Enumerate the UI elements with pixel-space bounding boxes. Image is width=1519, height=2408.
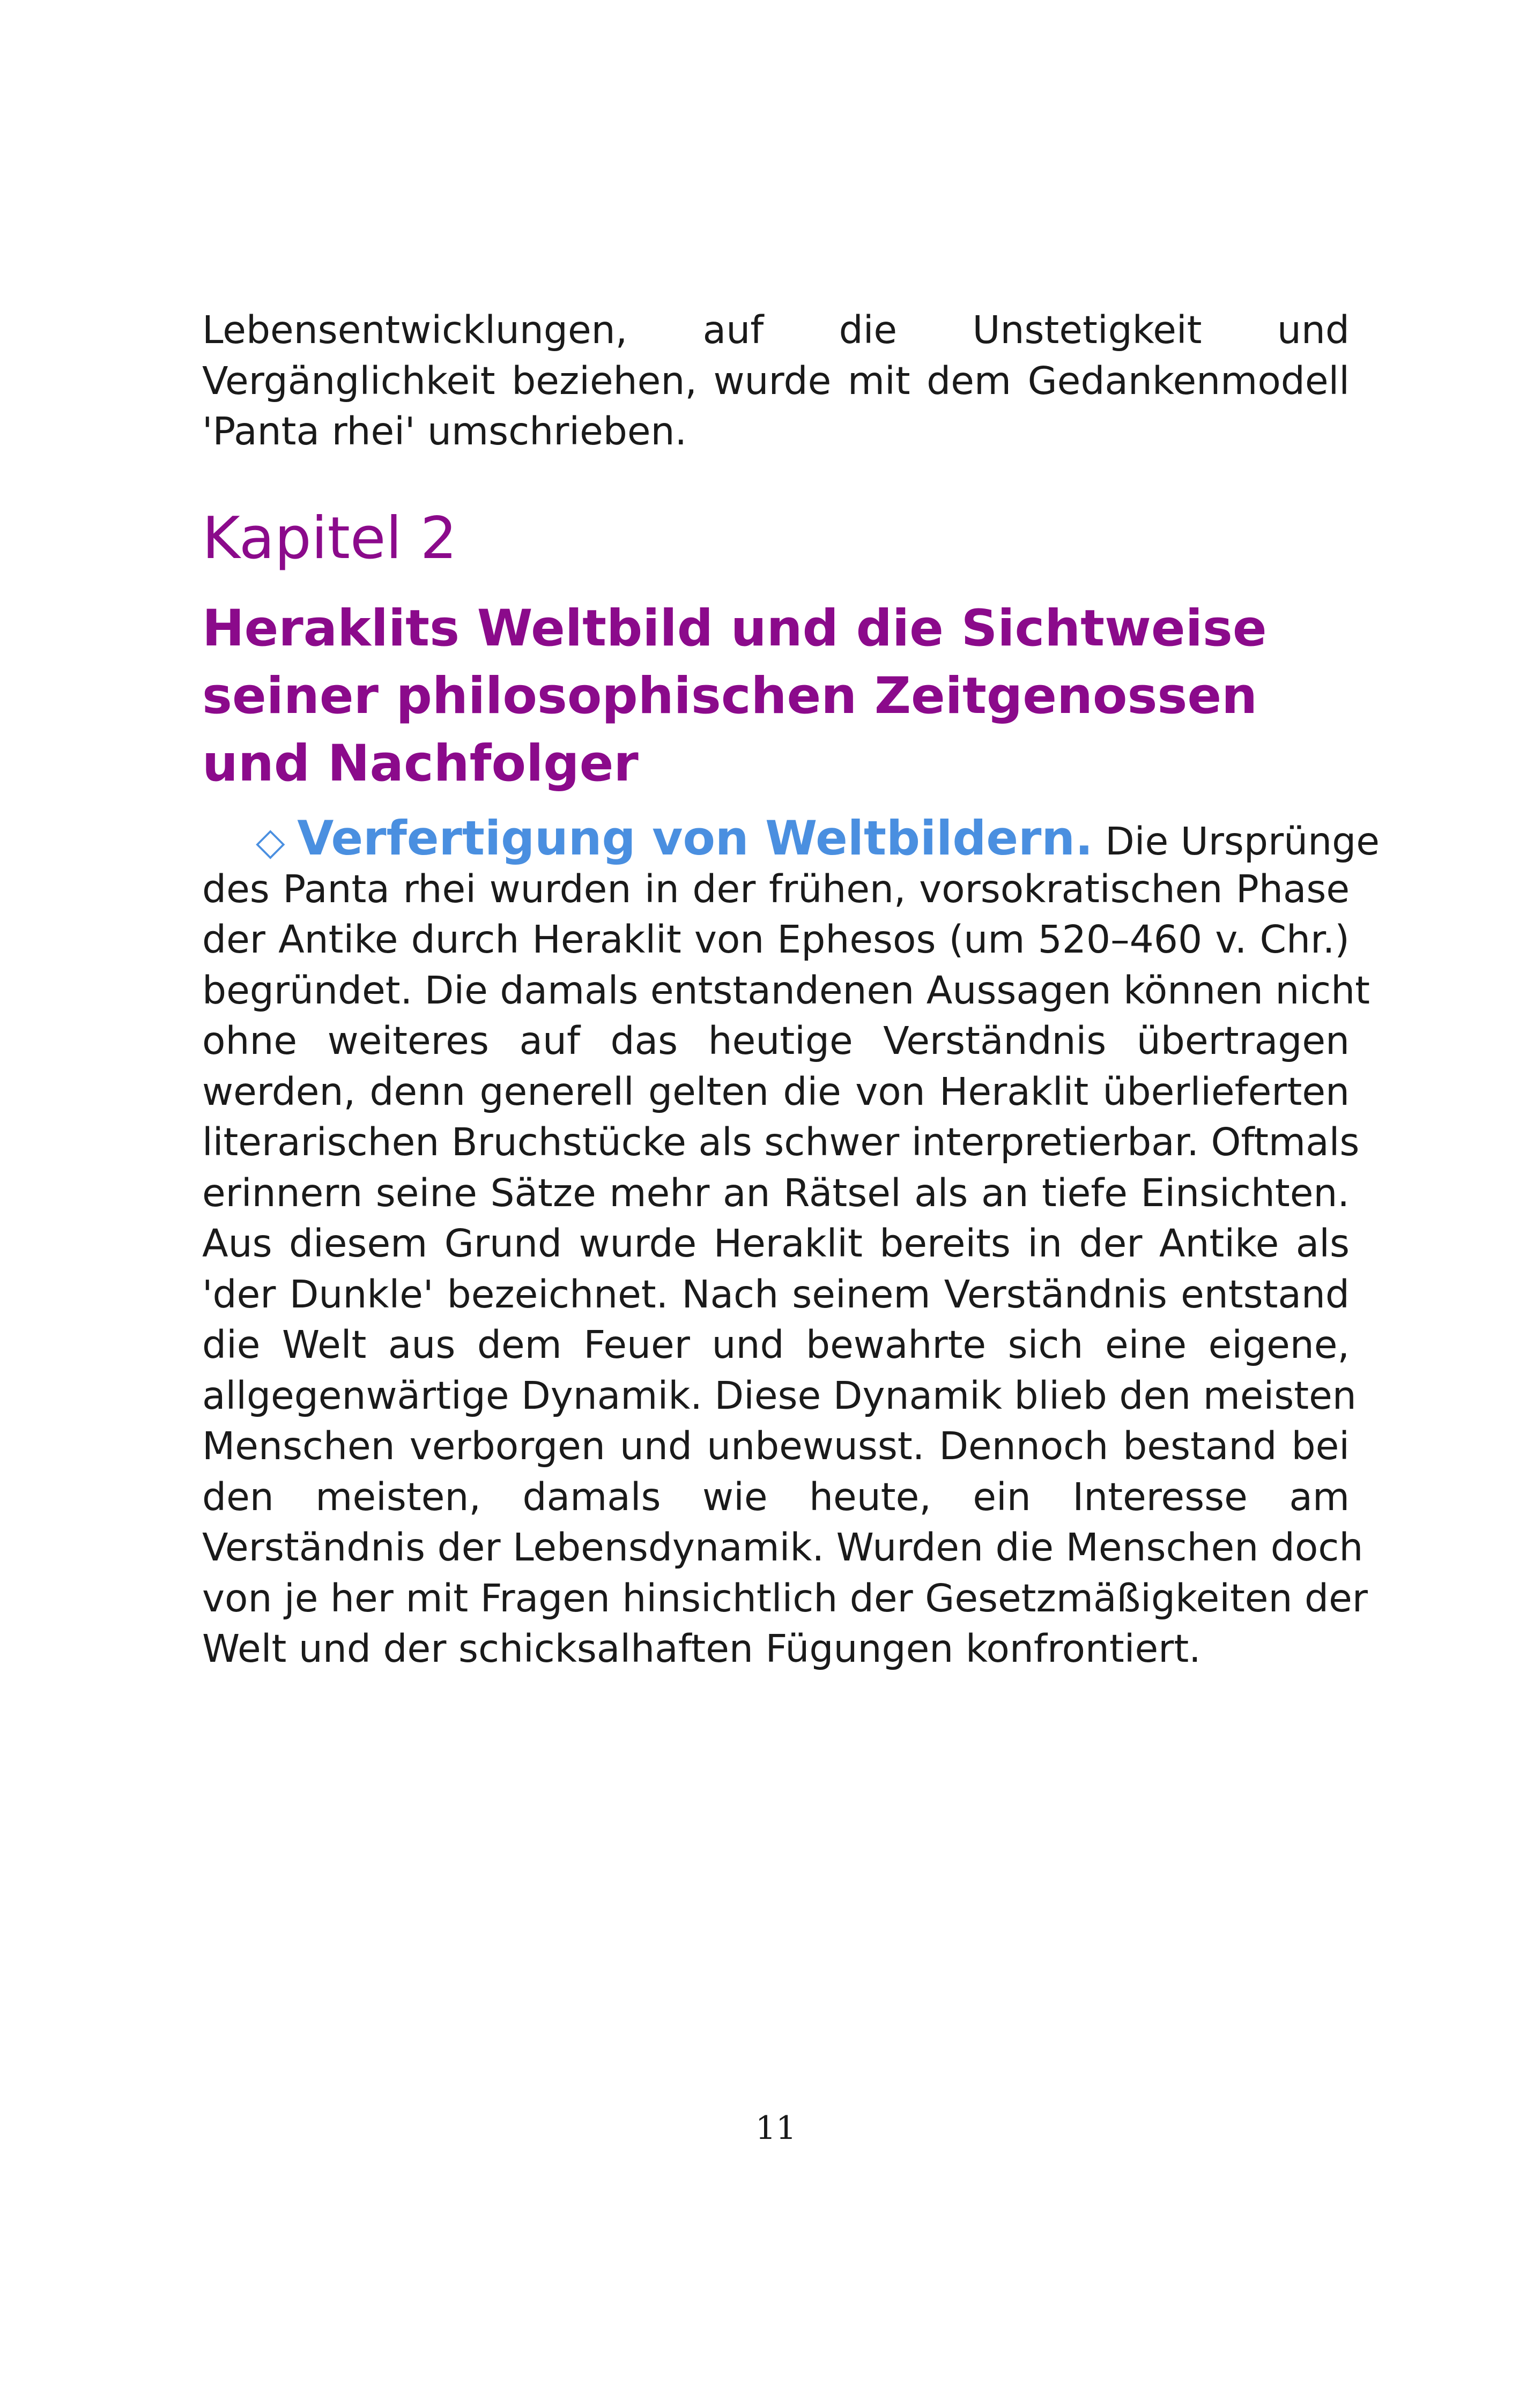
section-line: begründet. Die damals entstandenen Aussagen können nicht xyxy=(202,968,1370,1013)
section-line: Menschen verborgen und unbewusst. Dennoch bestand bei xyxy=(202,1424,1350,1468)
section-line: 'der Dunkle' bezeichnet. Nach seinem Verständnis entstand xyxy=(202,1272,1350,1317)
section-line: ohne weiteres auf das heutige Verständnis übertragen xyxy=(202,1019,1350,1063)
section-line: des Panta rhei wurden in der frühen, vorsokratischen Phase xyxy=(202,866,1350,911)
intro-line: Vergänglichkeit beziehen, wurde mit dem Gedankenmodell xyxy=(202,358,1350,403)
page-number: 11 xyxy=(755,2109,797,2147)
section-first-line xyxy=(202,811,1380,866)
chapter-title-line: seiner philosophischen Zeitgenossen xyxy=(202,667,1258,725)
section-heading: Verfertigung von Weltbildern. xyxy=(297,811,1093,866)
intro-line: 'Panta rhei' umschrieben. xyxy=(202,409,687,454)
section-paragraph xyxy=(202,811,1380,1675)
section-line: Aus diesem Grund wurde Heraklit bereits in der Antike als xyxy=(202,1221,1350,1266)
chapter-label: Kapitel 2 xyxy=(202,505,457,572)
section-line: werden, denn generell gelten die von Heraklit überlieferten xyxy=(202,1069,1350,1114)
section-line: allgegenwärtige Dynamik. Diese Dynamik blieb den meisten xyxy=(202,1373,1357,1418)
section-line: literarischen Bruchstücke als schwer interpretierbar. Oftmals xyxy=(202,1120,1360,1164)
section-line: den meisten, damals wie heute, ein Interesse am xyxy=(202,1474,1350,1519)
section-line: Welt und der schicksalhaften Fügungen konfrontiert. xyxy=(202,1626,1201,1671)
section-line: der Antike durch Heraklit von Ephesos (um 520–460 v. Chr.) xyxy=(202,917,1350,962)
chapter-title-line: Heraklits Weltbild und die Sichtweise xyxy=(202,599,1267,658)
section-line: Verständnis der Lebensdynamik. Wurden die Menschen doch xyxy=(202,1525,1364,1570)
intro-line: Lebensentwicklungen, auf die Unstetigkeit und xyxy=(202,308,1350,352)
chapter-title xyxy=(202,595,1350,798)
diamond-bullet-icon: ◇ xyxy=(256,819,285,864)
section-line: erinnern seine Sätze mehr an Rätsel als an tiefe Einsichten. xyxy=(202,1170,1350,1215)
intro-paragraph xyxy=(202,305,1350,457)
section-first-line-text: Die Ursprünge xyxy=(1105,819,1380,864)
chapter-title-line: und Nachfolger xyxy=(202,734,639,793)
section-line: von je her mit Fragen hinsichtlich der Gesetzmäßigkeiten der xyxy=(202,1575,1368,1621)
section-line: die Welt aus dem Feuer und bewahrte sich eine eigene, xyxy=(202,1322,1350,1367)
